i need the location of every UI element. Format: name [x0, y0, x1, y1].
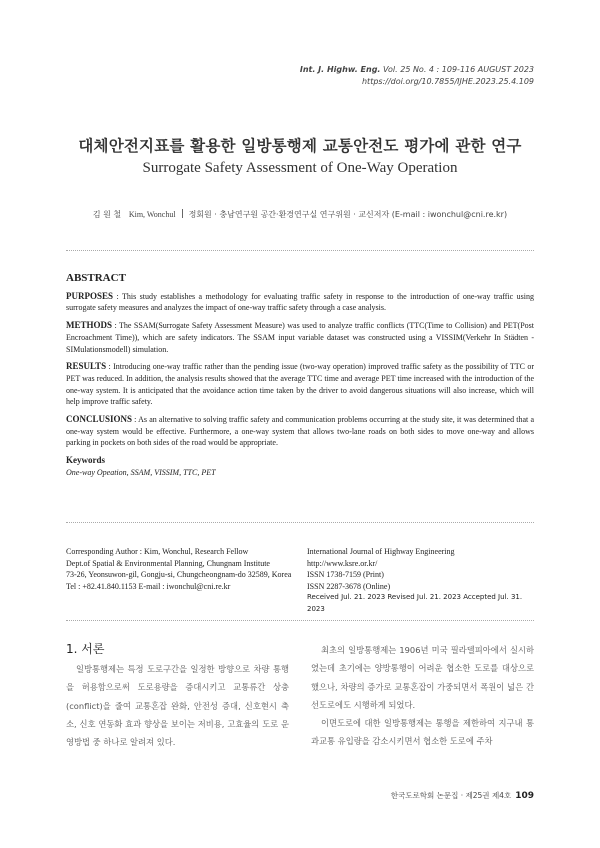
body-paragraph: 최초의 일방통행제는 1906년 미국 필라델피아에서 실시하였는데 초기에는 양방통행이 어려운 협소한 도로를 대상으로 했으나, 차량의 증가로 교통혼잡이 가중되면서 폭원이 넓은 간선도로에도 시행하게 되었다. [311, 645, 534, 710]
doi-link[interactable]: https://doi.org/10.7855/IJHE.2023.25.4.109 [361, 77, 534, 86]
body-paragraph: 일방통행제는 특정 도로구간을 일정한 방향으로 차량 통행을 허용함으로써 도로용량을 증대시키고 교통류간 상충(conflict)을 줄여 교통혼잡 완화, 안전성 증대, 신호현시 축소, 신호 연동화 효과 향상을 보이는 저비용, 고효율의 도로 운영방법 중 하나로 알려져 있다. [66, 664, 289, 748]
corresponding-author-block [66, 546, 306, 592]
corresponding-line: Corresponding Author : Kim, Wonchul, Research Fellow [66, 547, 249, 556]
purposes-text: : This study establishes a methodology for evaluating traffic safety in response to the introduction of one-way traffic using surrogate safety measures and analyzes the impact of one-way traffic safety through a case analysis. [66, 291, 534, 313]
journal-name: International Journal of Highway Engineering [307, 547, 455, 556]
methods-text: : The SSAM(Surrogate Safety Assessment Measure) was used to analyze traffic conflicts (TTC(Time to Collision) and PET(Post Encroachment Time)), which are safety indicators. The SSAM input variable dataset was constructed using a VISSIM(Verkehr In Städten - SIMulationsmodell) simulation. [66, 321, 534, 354]
purposes-label: PURPOSES [66, 290, 114, 301]
issn-print: ISSN 1738-7159 (Print) [307, 570, 384, 580]
abstract-section [66, 273, 534, 479]
journal-info-block [307, 546, 537, 616]
journal-issue: Vol. 25 No. 4 : 109-116 AUGUST 2023 [383, 65, 534, 74]
keywords-list: One-way Opeation, SSAM, VISSIM, TTC, PET [66, 467, 216, 477]
footer-journal: 한국도로학회 논문집 · 제25권 제4호 [390, 791, 512, 800]
section-title: 1. 서론 [66, 642, 105, 656]
body-column-left [66, 660, 289, 751]
page-number: 109 [515, 791, 534, 801]
results-text: : Introducing one-way traffic rather than the pending issue (two-way operation) improved traffic safety as the possibility of TTC or PET was reduced. In addition, the analysis results showed that the average TTC time and average PET time increased with the introduction of the one-way system. It is anticipated that the avoidance action time taken by the driver to avoid dangerous situations will also increase, which will help improve traffic safety. [66, 362, 534, 407]
paper-title-korean: 대체안전지표를 활용한 일방통행제 교통안전도 평가에 관한 연구 [78, 137, 522, 155]
divider [66, 250, 534, 251]
keywords-heading: Keywords [66, 455, 105, 466]
corresponding-line: Tel : +82.41.840.1153 E-mail : iwonchul@cni.re.kr [66, 581, 231, 591]
journal-header [300, 64, 534, 88]
divider [66, 620, 534, 621]
conclusions-label: CONCLUSIONS [66, 414, 133, 425]
author-name-english: Kim, Wonchul [128, 210, 176, 219]
journal-url[interactable]: http://www.ksre.or.kr/ [307, 558, 378, 568]
abstract-purposes [66, 291, 534, 314]
abstract-conclusions [66, 414, 534, 449]
author-affiliation: 정회원 · 충남연구원 공간·환경연구실 연구위원 · 교신저자 (E-mail : iwonchul@cni.re.kr) [188, 210, 508, 219]
results-label: RESULTS [66, 361, 107, 372]
issn-online: ISSN 2287-3678 (Online) [307, 581, 391, 591]
journal-abbrev: Int. J. Highw. Eng. [299, 65, 381, 74]
divider [66, 522, 534, 523]
abstract-methods [66, 320, 534, 355]
conclusions-text: : As an alternative to solving traffic safety and communication problems occurring at the study site, it was determined that a one-way system would be effective. Furthermore, a one-way system that allows two-lane roads on both sides to move one-way and allows parking in pockets on both sides of the road would be appropriate. [66, 415, 534, 448]
body-column-right [311, 641, 534, 751]
author-line [0, 209, 600, 220]
body-paragraph: 이면도로에 대한 일방통행제는 통행을 제한하여 지구내 통과교통 유입량을 감소시키면서 협소한 도로에 주차 [311, 718, 534, 747]
divider [182, 209, 183, 218]
methods-label: METHODS [66, 320, 113, 331]
submission-dates: Received Jul. 21. 2023 Revised Jul. 21. 2023 Accepted Jul. 31. 2023 [307, 593, 523, 613]
abstract-results [66, 361, 534, 408]
corresponding-line: 73-26, Yeonsuwon-gil, Gongju-si, Chungcheongnam-do 32589, Korea [66, 570, 292, 580]
page-footer [391, 790, 534, 801]
abstract-heading: ABSTRACT [66, 272, 126, 284]
corresponding-line: Dept.of Spatial & Environmental Planning, Chungnam Institute [66, 558, 270, 568]
paper-title-english: Surrogate Safety Assessment of One-Way Operation [142, 160, 458, 176]
author-name-korean: 김 원 철 [92, 210, 122, 219]
